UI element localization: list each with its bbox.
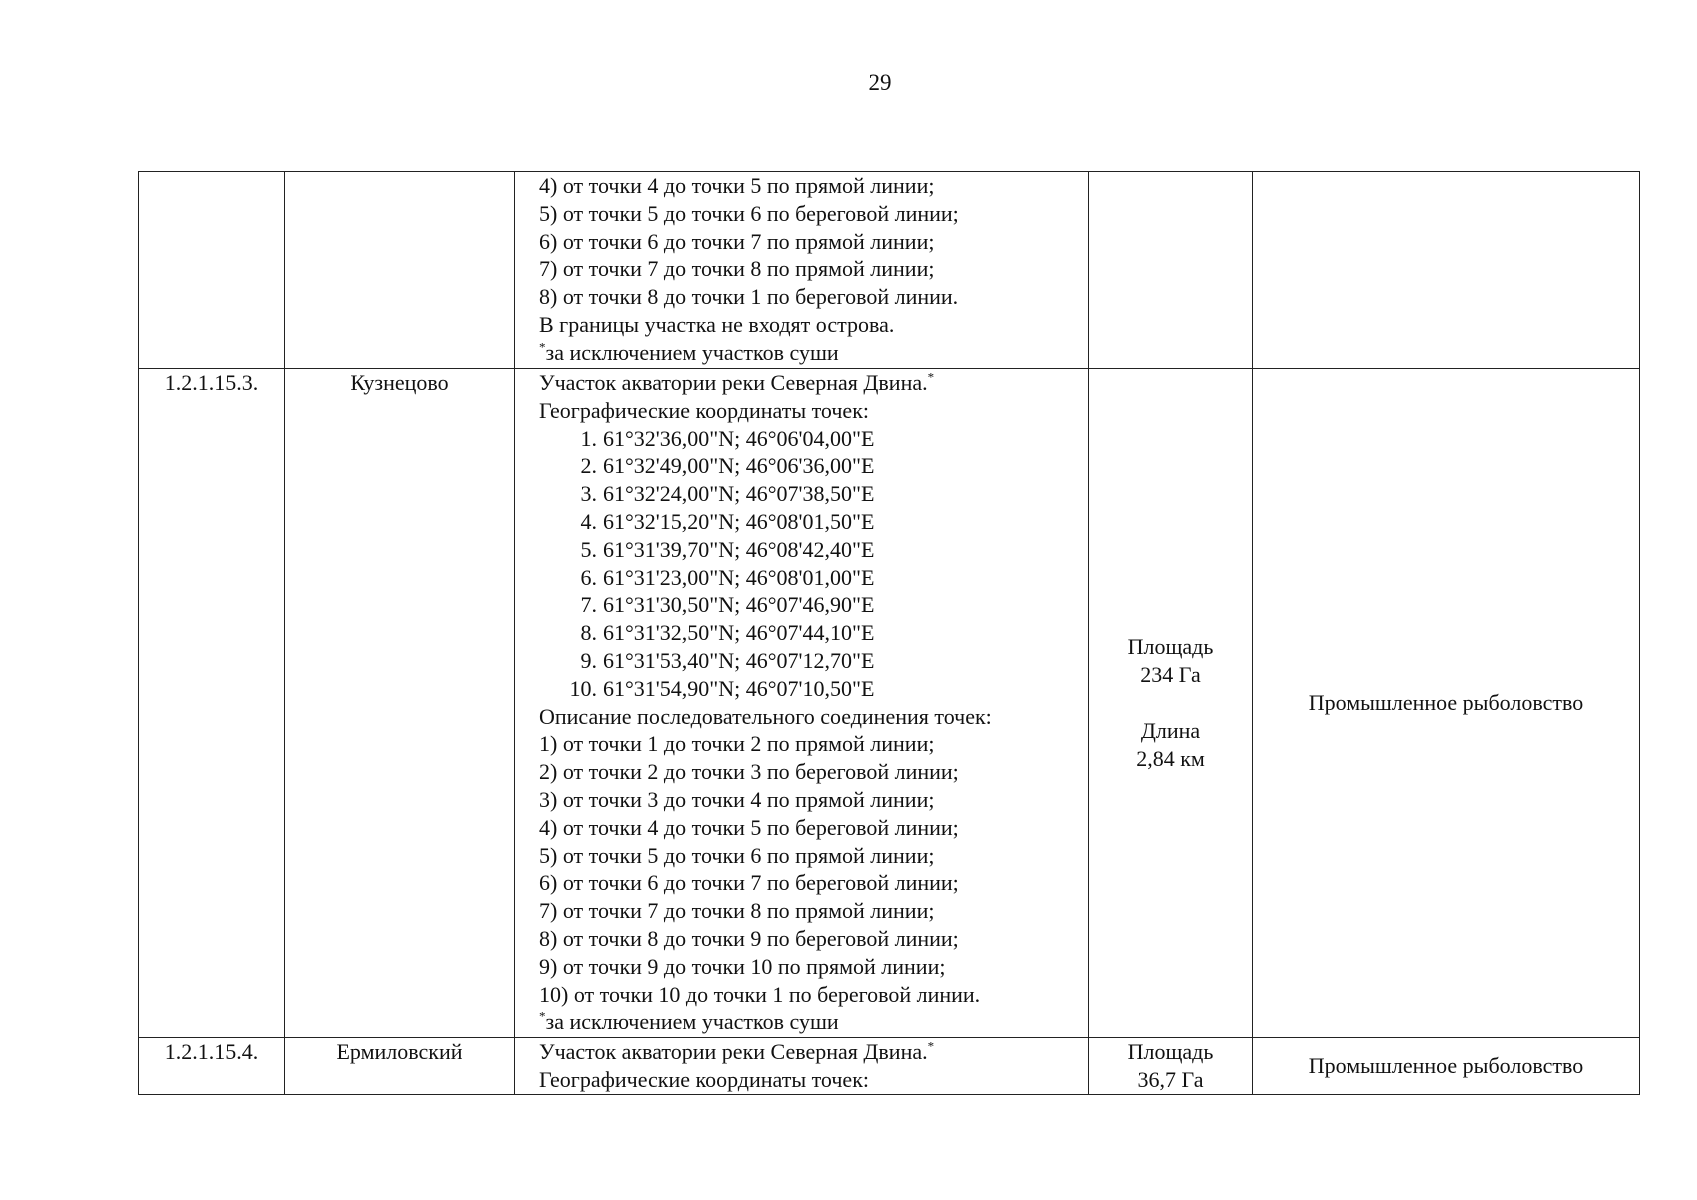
- cell-description: [515, 172, 1089, 369]
- coordinate-item: 7. 61°31'30,50"N; 46°07'46,90"E: [580, 592, 875, 618]
- coordinate-item: 4. 61°32'15,20"N; 46°08'01,50"E: [580, 508, 875, 534]
- segment-line: 2) от точки 2 до точки 3 по береговой линии;: [539, 759, 959, 785]
- footnote: [539, 339, 1088, 367]
- coordinate-item: 1. 61°32'36,00"N; 46°06'04,00"E: [580, 425, 875, 451]
- fishing-areas-table: [138, 171, 1640, 1095]
- coordinate-item: 9. 61°31'53,40"N; 46°07'12,70"E: [580, 647, 875, 673]
- segment-line: 3) от точки 3 до точки 4 по прямой линии;: [539, 786, 935, 812]
- cell-usage: Промышленное рыболовство: [1253, 369, 1640, 1038]
- coordinate-item: 6. 61°31'23,00"N; 46°08'01,00"E: [580, 564, 875, 590]
- coordinate-item: 3. 61°32'24,00"N; 46°07'38,50"E: [580, 481, 875, 507]
- area-value: 36,7 Га: [1137, 1066, 1204, 1092]
- segment-line: 4) от точки 4 до точки 5 по береговой линии;: [539, 814, 959, 840]
- length-label: Длина: [1140, 718, 1201, 743]
- footnote-mark: *: [927, 1038, 935, 1054]
- footnote-mark: *: [927, 369, 935, 385]
- cell-usage: [1253, 172, 1640, 369]
- coordinate-item: 2. 61°32'49,00"N; 46°06'36,00"E: [580, 453, 875, 479]
- segment-line: 7) от точки 7 до точки 8 по прямой линии;: [539, 256, 935, 282]
- segment-line: 6) от точки 6 до точки 7 по береговой линии;: [539, 870, 959, 896]
- segment-line: 7) от точки 7 до точки 8 по прямой линии;: [539, 898, 935, 924]
- coords-label: Географические координаты точек:: [539, 397, 869, 423]
- table-row-continuation: [139, 172, 1640, 369]
- cell-usage: Промышленное рыболовство: [1253, 1038, 1640, 1095]
- segment-line: 8) от точки 8 до точки 1 по береговой линии.: [539, 284, 959, 310]
- segment-line: 4) от точки 4 до точки 5 по прямой линии;: [539, 173, 935, 198]
- cell-description: [515, 1038, 1089, 1095]
- cell-description: [515, 369, 1089, 1038]
- footnote-text: за исключением участков суши: [545, 1009, 839, 1035]
- segment-line: 9) от точки 9 до точки 10 по прямой линии;: [539, 953, 946, 979]
- cell-name: [285, 172, 515, 369]
- area-value: 234 Га: [1140, 662, 1201, 688]
- cell-number: 1.2.1.15.3.: [139, 369, 285, 1038]
- cell-name: Ермиловский: [285, 1038, 515, 1095]
- islands-note: В границы участка не входят острова.: [539, 311, 895, 337]
- table-row-ermilovsky: [139, 1038, 1640, 1095]
- coordinate-item: 8. 61°31'32,50"N; 46°07'44,10"E: [580, 620, 875, 646]
- area-title: Участок акватории реки Северная Двина.*: [539, 1038, 935, 1064]
- segment-line: 5) от точки 5 до точки 6 по береговой линии;: [539, 200, 959, 226]
- footnote: [539, 1008, 1088, 1036]
- cell-area: [1089, 172, 1253, 369]
- cell-number: [139, 172, 285, 369]
- coordinate-item: 5. 61°31'39,70"N; 46°08'42,40"E: [580, 536, 875, 562]
- length-value: 2,84 км: [1136, 745, 1205, 771]
- page-number: 29: [868, 70, 892, 95]
- table-row-kuznetsovo: [139, 369, 1640, 1038]
- segment-line: 10) от точки 10 до точки 1 по береговой линии.: [539, 981, 981, 1007]
- segment-line: 8) от точки 8 до точки 9 по береговой линии;: [539, 925, 959, 951]
- area-title: Участок акватории реки Северная Двина.*: [539, 369, 935, 395]
- segment-line: 5) от точки 5 до точки 6 по прямой линии;: [539, 842, 935, 868]
- footnote-text: за исключением участков суши: [545, 339, 839, 365]
- coords-label: Географические координаты точек:: [539, 1066, 869, 1092]
- cell-number: 1.2.1.15.4.: [139, 1038, 285, 1095]
- area-label: Площадь: [1127, 1039, 1214, 1064]
- description-label: Описание последовательного соединения точек:: [539, 703, 992, 729]
- segment-line: 1) от точки 1 до точки 2 по прямой линии;: [539, 731, 935, 757]
- footnote-mark: *: [539, 1009, 546, 1024]
- coordinate-item: 10. 61°31'54,90"N; 46°07'10,50"E: [569, 675, 875, 701]
- cell-name: Кузнецово: [285, 369, 515, 1038]
- cell-area: [1089, 1038, 1253, 1095]
- footnote-mark: *: [539, 339, 546, 355]
- segment-line: 6) от точки 6 до точки 7 по прямой линии;: [539, 228, 935, 254]
- area-label: Площадь: [1127, 634, 1214, 660]
- cell-area: [1089, 369, 1253, 1038]
